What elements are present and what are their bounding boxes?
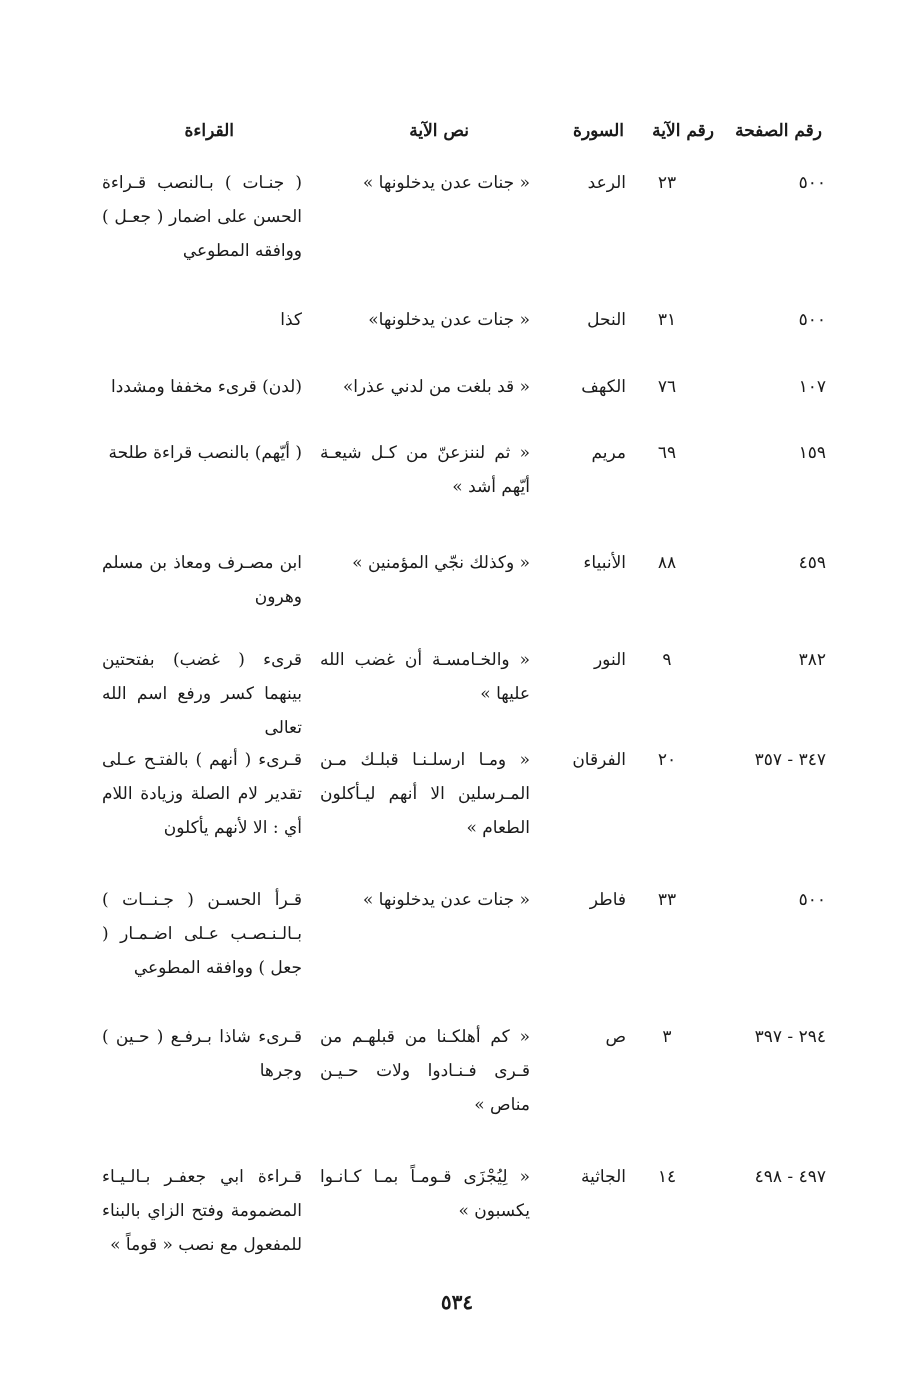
cell-ayah: ٨٨	[657, 553, 677, 573]
header-reading: القراءة	[184, 121, 234, 141]
cell-surah: الفرقان	[572, 750, 626, 770]
cell-page: ١٠٧	[798, 377, 826, 397]
cell-reading: قـرىء ( أنهم ) بالفتـح عـلى تقدير لام الصلة وزيادة اللام أي : الا لأنهم يأكلون	[102, 750, 302, 838]
cell-reading: كذا	[280, 310, 302, 330]
cell-reading: قـراءة ابي جعفـر بـالـيـاء المضمومة وفتح الزاي بالبناء للمفعول مع نصب « قوماً »	[102, 1167, 302, 1255]
cell-page: ٥٠٠	[798, 890, 826, 910]
cell-ayah: ٢٠	[657, 750, 677, 770]
cell-text: « ومـا ارسلـنـا قبلـك مـن المـرسلين الا أنهم ليـأكلون الطعام »	[320, 750, 530, 838]
cell-page: ٥٠٠	[798, 310, 826, 330]
cell-ayah: ٩	[662, 650, 672, 670]
cell-page: ١٥٩	[798, 443, 826, 463]
cell-text: « جنات عدن يدخلونها »	[362, 890, 530, 910]
cell-reading: قرىء ( غضب) بفتحتين بينهما كسر ورفع اسم الله تعالى	[102, 650, 302, 738]
cell-surah: النور	[593, 650, 626, 670]
cell-ayah: ٣	[662, 1027, 672, 1047]
cell-ayah: ٢٣	[657, 173, 677, 193]
cell-surah: ص	[605, 1027, 626, 1047]
cell-ayah: ٣٣	[657, 890, 677, 910]
cell-ayah: ١٤	[657, 1167, 677, 1187]
cell-text: « لِيُجْزَى قـومـاً بمـا كـانـوا يكسبون »	[320, 1167, 530, 1221]
cell-surah: فاطر	[589, 890, 626, 910]
cell-ayah: ٧٦	[657, 377, 677, 397]
cell-surah: مريم	[591, 443, 626, 463]
cell-text: « وكذلك نجّي المؤمنين »	[352, 553, 530, 573]
page-number: ٥٣٤	[440, 1290, 474, 1314]
cell-reading: قـرىء شاذا بـرفـع ( حـين ) وجرها	[102, 1027, 302, 1081]
header-ayah-number: رقم الآية	[652, 121, 714, 141]
header-surah: السورة	[573, 121, 624, 141]
cell-ayah: ٦٩	[657, 443, 677, 463]
cell-text: « جنات عدن يدخلونها »	[362, 173, 530, 193]
cell-page: ٤٥٩	[798, 553, 826, 573]
header-page-number: رقم الصفحة	[735, 121, 822, 141]
cell-reading: قـرأ الحسـن ( جـنــات ) بـالـنـصـب عـلى اضـمـار ( جعل ) ووافقه المطوعي	[102, 890, 302, 978]
cell-surah: الجاثية	[580, 1167, 626, 1187]
cell-reading: ( أيّهم) بالنصب قراءة طلحة	[108, 443, 302, 463]
cell-text: « قد بلغت من لدني عذرا»	[342, 377, 530, 397]
cell-reading: ابن مصـرف ومعاذ بن مسلم وهرون	[102, 553, 302, 607]
cell-text: « جنات عدن يدخلونها»	[368, 310, 530, 330]
cell-page: ٣٨٢	[798, 650, 826, 670]
cell-page: ٥٠٠	[798, 173, 826, 193]
cell-page: ٣٤٧ - ٣٥٧	[754, 750, 826, 770]
cell-text: « كم أهلكـنا من قبلهـم من قـرى فـنـادوا ولات حـيـن مناص »	[320, 1027, 530, 1115]
cell-page: ٤٩٧ - ٤٩٨	[754, 1167, 826, 1187]
cell-text: « والخـامسـة أن غضب الله عليها »	[320, 650, 530, 704]
cell-page: ٢٩٤ - ٣٩٧	[754, 1027, 826, 1047]
cell-surah: الأنبياء	[583, 553, 626, 573]
header-ayah-text: نص الآية	[409, 121, 469, 141]
cell-surah: الرعد	[587, 173, 626, 193]
cell-ayah: ٣١	[657, 310, 677, 330]
cell-surah: الكهف	[581, 377, 626, 397]
cell-reading: (لدن) قرىء مخففا ومشددا	[110, 377, 302, 397]
cell-reading: ( جنـات ) بـالنصب قـراءة الحسن على اضمار ( جعـل ) ووافقه المطوعي	[102, 173, 302, 261]
cell-surah: النحل	[587, 310, 626, 330]
cell-text: « ثم لننزعنّ من كـل شيعـة أيّهم أشد »	[320, 443, 530, 497]
